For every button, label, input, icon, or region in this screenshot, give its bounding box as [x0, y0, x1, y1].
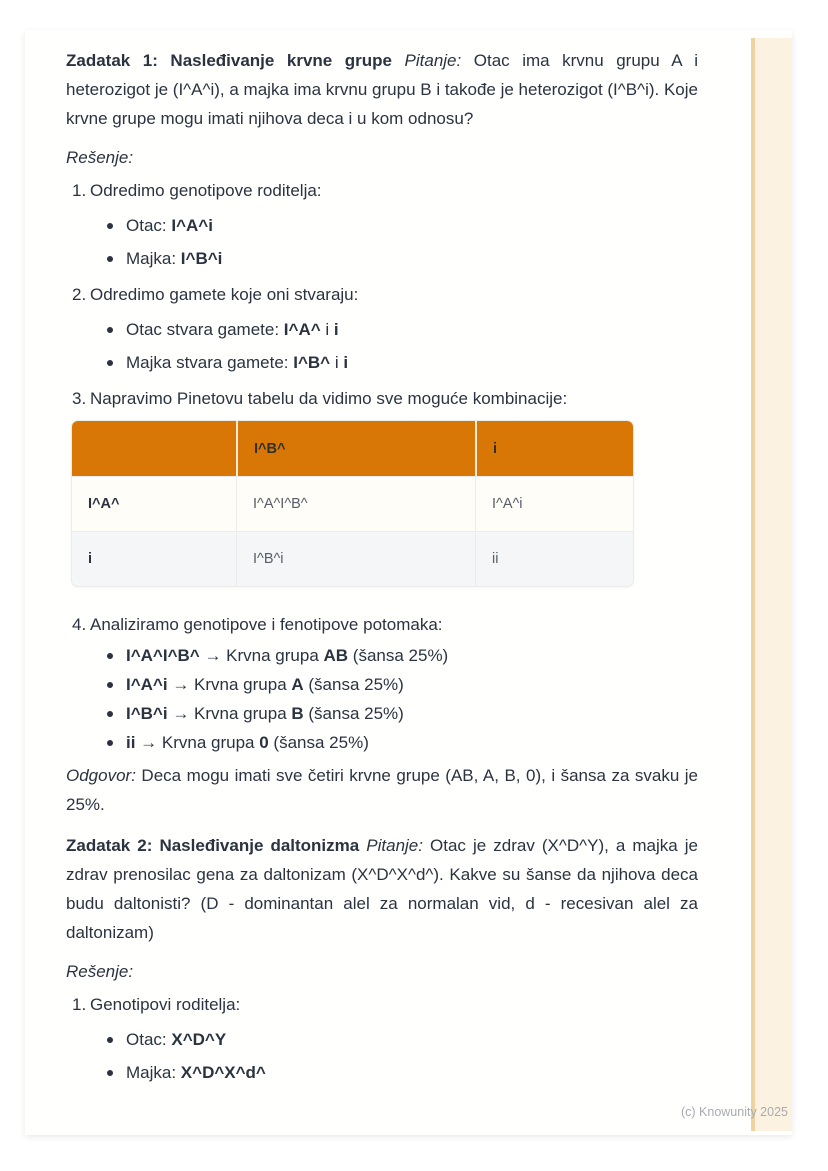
bullet-marker — [107, 653, 113, 659]
bullet-list — [66, 644, 698, 755]
list-item-text: Otac: I^A^i — [126, 216, 213, 235]
task1-step-3 — [66, 384, 698, 413]
step-title: Analiziramo genotipove i fenotipove potomaka: — [90, 615, 443, 634]
list-item-text: I^A^i → Krvna grupa A (šansa 25%) — [126, 675, 404, 694]
table-header-row — [72, 421, 633, 476]
bullet-marker — [107, 223, 113, 229]
step-heading — [66, 384, 698, 413]
table-header-cell: i — [475, 421, 633, 476]
step-heading — [66, 990, 698, 1019]
punnett-table — [72, 421, 633, 586]
table-cell: I^B^i — [236, 531, 475, 586]
list-number: 2. — [72, 285, 87, 304]
list-item-text: I^B^i → Krvna grupa B (šansa 25%) — [126, 704, 404, 723]
task1-step-4 — [66, 610, 698, 755]
list-item — [107, 214, 698, 238]
list-item — [107, 731, 698, 755]
document-page — [25, 30, 792, 1135]
list-item — [107, 318, 698, 342]
list-item — [107, 1061, 698, 1085]
bullet-marker — [107, 740, 113, 746]
list-item-text: Otac: X^D^Y — [126, 1030, 227, 1049]
list-item-text: Majka: I^B^i — [126, 249, 223, 268]
bullet-marker — [107, 327, 113, 333]
list-item-text: Majka stvara gamete: I^B^ i i — [126, 353, 349, 372]
bullet-marker — [107, 711, 113, 717]
task1-answer-paragraph: Odgovor: Deca mogu imati sve četiri krvne grupe (AB, A, B, 0), i šansa za svaku je 25%. — [66, 766, 699, 814]
step-title: Napravimo Pinetovu tabelu da vidimo sve moguće kombinacije: — [90, 389, 568, 408]
table-header-cell-empty — [72, 421, 236, 476]
list-item-text: ii → Krvna grupa 0 (šansa 25%) — [126, 733, 369, 752]
table-cell: I^A^I^B^ — [236, 476, 475, 531]
list-item-text: Otac stvara gamete: I^A^ i i — [126, 320, 339, 339]
list-item-text: I^A^I^B^ → Krvna grupa AB (šansa 25%) — [126, 646, 449, 665]
copyright-watermark: (c) Knowunity 2025 — [680, 1105, 788, 1119]
list-item — [107, 644, 698, 668]
task1-step-1 — [66, 176, 698, 271]
step-title: Genotipovi roditelja: — [90, 995, 241, 1014]
task1-intro-paragraph: Zadatak 1: Nasleđivanje krvne grupe Pitanje: Otac ima krvnu grupu A i heterozigot je (I^A^i), a majka ima krvnu grupu B i takođe je heterozigot (I^B^i). Koje krvne grupe mogu imati njihova deca i u kom odnosu? — [66, 51, 698, 128]
step-heading — [66, 280, 698, 309]
list-item — [107, 1028, 698, 1052]
bullet-marker — [107, 682, 113, 688]
task2-intro-paragraph: Zadatak 2: Nasleđivanje daltonizma Pitanje: Otac je zdrav (X^D^Y), a majka je zdrav prenosilac gena za daltonizam (X^D^X^d^). Kakve su šanse da njihova deca budu daltonisti? (D - dominantan alel za normalan vid, d - recesivan alel za daltonizam) — [66, 836, 698, 942]
task2-solution-label: Rešenje: — [66, 962, 134, 981]
bullet-marker — [107, 1037, 113, 1043]
table-row-label: I^A^ — [72, 476, 236, 531]
list-item — [107, 673, 698, 697]
bullet-list — [66, 214, 698, 271]
list-number: 4. — [72, 615, 87, 634]
bullet-list — [66, 1028, 698, 1085]
list-number: 1. — [72, 995, 87, 1014]
step-title: Odredimo genotipove roditelja: — [90, 181, 322, 200]
page-edge-band — [751, 38, 792, 1131]
list-item — [107, 247, 698, 271]
bullet-list — [66, 318, 698, 375]
bullet-marker — [107, 256, 113, 262]
task1-step-2 — [66, 280, 698, 375]
bullet-marker — [107, 360, 113, 366]
punnett-table-container — [72, 421, 633, 586]
table-header-cell: I^B^ — [236, 421, 475, 476]
list-item — [107, 351, 698, 375]
table-cell: I^A^i — [475, 476, 633, 531]
document-content — [66, 46, 698, 1094]
task2-step-1 — [66, 990, 698, 1085]
list-item-text: Majka: X^D^X^d^ — [126, 1063, 266, 1082]
list-item — [107, 702, 698, 726]
list-number: 1. — [72, 181, 87, 200]
table-row-label: i — [72, 531, 236, 586]
task1-solution-label: Rešenje: — [66, 148, 134, 167]
step-heading — [66, 610, 698, 639]
step-title: Odredimo gamete koje oni stvaraju: — [90, 285, 359, 304]
step-heading — [66, 176, 698, 205]
list-number: 3. — [72, 389, 87, 408]
table-row — [72, 476, 633, 531]
table-cell: ii — [475, 531, 633, 586]
bullet-marker — [107, 1070, 113, 1076]
table-row — [72, 531, 633, 586]
